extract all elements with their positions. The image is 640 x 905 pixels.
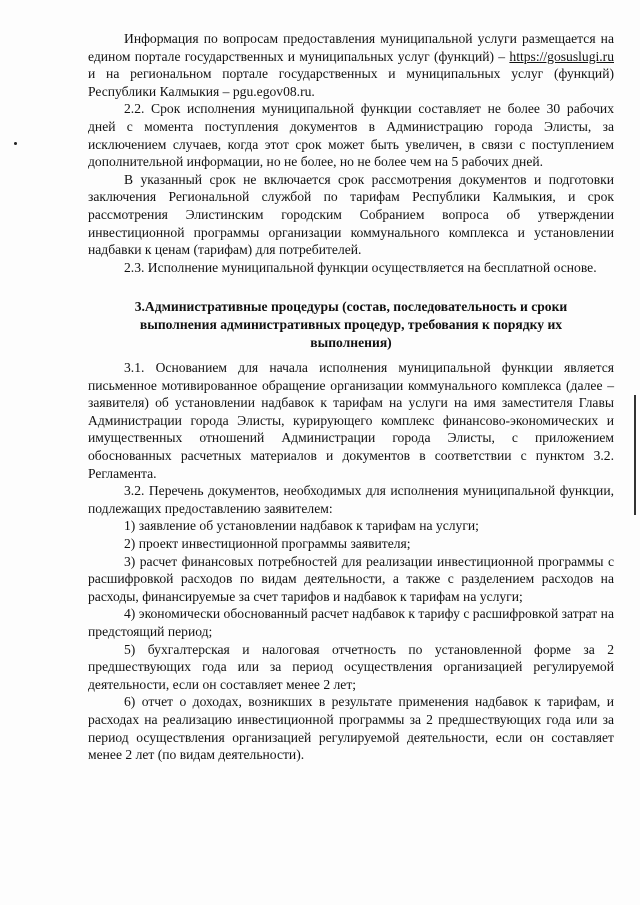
paragraph-3-1: 3.1. Основанием для начала исполнения муниципальной функции является письменное мотивированное обращение организации коммунального комплекса (далее – заявителя) об установлении надбавок к тарифам на услуги на имя заместителя Главы Администрации города Элисты, курирующего комплекс финансово-экономических и имущественных отношений Администрации города Элисты, с приложением обоснованных расчетных материалов и документов в соответствии с пунктом 3.2. Регламента.	[88, 360, 614, 481]
heading-line-3: выполнения)	[310, 334, 392, 350]
list-item-5: 5) бухгалтерская и налоговая отчетность по установленной форме за 2 предшествующих года или за период осуществления организацией регулируемой деятельности, если он составляет менее 2 лет;	[88, 641, 614, 692]
paragraph-2-2: 2.2. Срок исполнения муниципальной функции составляет не более 30 рабочих дней с момента поступления документов в Администрацию города Элисты, за исключением случаев, когда этот срок может быть увеличен, в связи с поступлением дополнительной информации, но не более, но не более чем на 5 рабочих дней.	[88, 101, 614, 170]
scan-dot	[14, 142, 17, 145]
list-item-2: 2) проект инвестиционной программы заявителя;	[124, 536, 411, 552]
paragraph-term-exclusion: В указанный срок не включается срок рассмотрения документов и подготовки заключения Региональной службой по тарифам Республики Калмыкия, и срок рассмотрения Элистинским городским Собранием вопроса об утверждении инвестиционной программы организации коммунального комплекса и установлении надбавки к ценам (тарифам) для потребителей.	[88, 171, 614, 258]
heading-line-2: выполнения административных процедур, требования к порядку их	[139, 316, 563, 332]
document-body	[88, 30, 614, 764]
section-gap	[88, 276, 614, 298]
paragraph-2-3: 2.3. Исполнение муниципальной функции осуществляется на бесплатной основе.	[124, 259, 597, 275]
list-item-4: 4) экономически обоснованный расчет надбавок к тарифу с расшифровкой затрат на предстоящий период;	[88, 606, 614, 639]
paragraph-3-2: 3.2. Перечень документов, необходимых для исполнения муниципальной функции, подлежащих предоставлению заявителем:	[88, 483, 614, 516]
heading-line-1: 3.Административные процедуры (состав, последовательность и сроки	[134, 299, 568, 315]
gosuslugi-link[interactable]: https://gosuslugi.ru	[509, 48, 614, 64]
info-text-end: и на региональном портале государственных и муниципальных услуг (функций) Республики Калмыкия – pgu.egov08.ru.	[88, 66, 614, 99]
info-text-start: Информация по вопросам предоставления муниципальной услуги размещается на едином портале государственных и муниципальных услуг (функций) –	[88, 31, 614, 64]
scan-edge-line	[634, 395, 636, 515]
section-3-heading	[88, 298, 614, 351]
list-item-3: 3) расчет финансовых потребностей для реализации инвестиционной программы с расшифровкой расходов по видам деятельности, а также с разделением расходов на расходы, финансируемые за счет тарифов и надбавок к тарифам на услуги;	[88, 553, 614, 604]
paragraph-info	[88, 30, 614, 100]
list-item-6: 6) отчет о доходах, возникших в результате применения надбавок к тарифам, и расходах на реализацию инвестиционной программы за 2 предшествующих года или за период осуществления организацией регулируемой деятельности, если он составляет менее 2 лет (по видам деятельности).	[88, 694, 614, 763]
list-item-1: 1) заявление об установлении надбавок к тарифам на услуги;	[124, 518, 479, 534]
